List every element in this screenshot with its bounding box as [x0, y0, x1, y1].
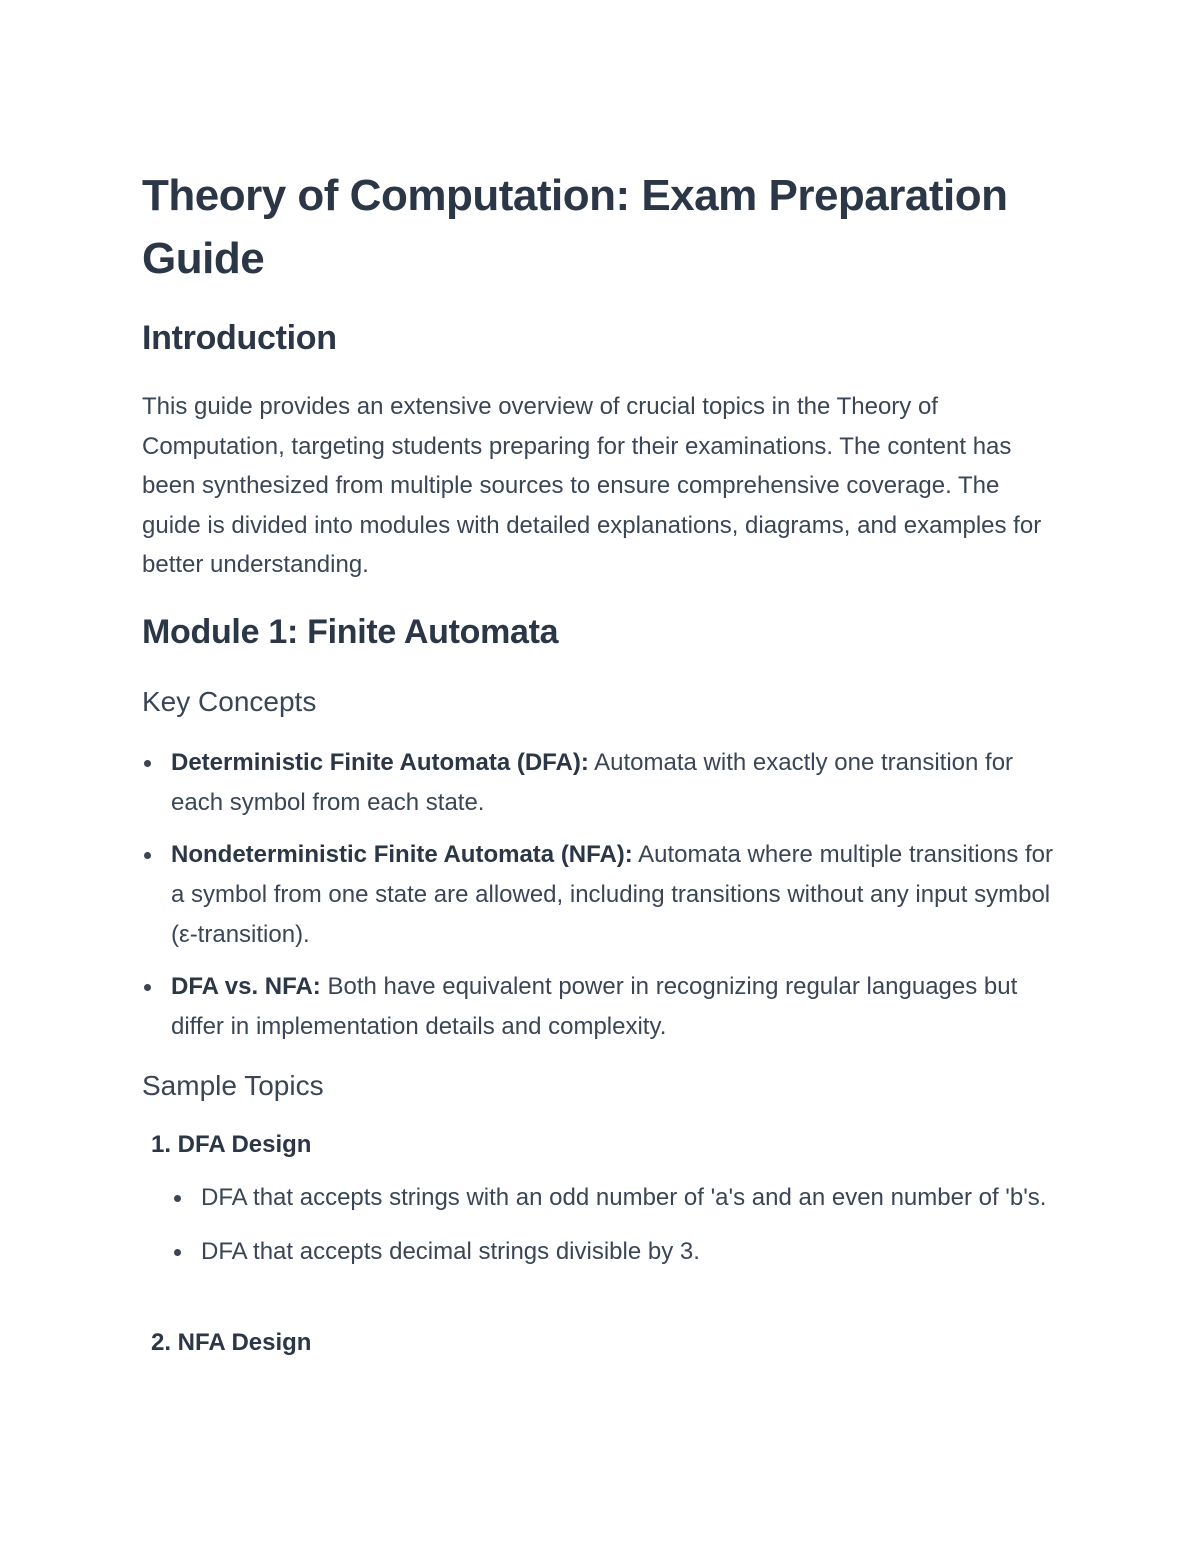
topic-title: DFA Design: [177, 1131, 312, 1158]
concept-term: Nondeterministic Finite Automata (NFA):: [171, 841, 633, 868]
concept-definition: Automata with exactly one transition for each symbol from each state.: [171, 749, 1014, 816]
dfa-design-sublist: [171, 1178, 1051, 1286]
list-item: [142, 743, 1062, 823]
introduction-heading: Introduction: [142, 319, 337, 357]
concept-definition: Both have equivalent power in recognizing regular languages but differ in implementation details and complexity.: [171, 973, 1018, 1040]
module-1-heading: Module 1: Finite Automata: [142, 613, 559, 651]
topic-title: NFA Design: [177, 1329, 312, 1356]
sample-topics-heading: Sample Topics: [142, 1070, 324, 1101]
topic-number: 2.: [150, 1329, 171, 1356]
sample-topic-item: [142, 1125, 1062, 1165]
page-title: Theory of Computation: Exam Preparation Guide: [142, 171, 1008, 283]
list-item: [142, 967, 1062, 1047]
key-concepts-list: [142, 743, 1062, 1059]
list-item: [142, 835, 1062, 955]
list-item: DFA that accepts strings with an odd number of 'a's and an even number of 'b's.: [171, 1178, 1051, 1218]
concept-term: DFA vs. NFA:: [171, 973, 321, 1000]
introduction-paragraph: This guide provides an extensive overview of crucial topics in the Theory of Computation, targeting students preparing for their examinations. The content has been synthesized from multiple sources to ensure comprehensive coverage. The guide is divided into modules with detailed explanations, diagrams, and examples for better understanding.: [142, 393, 1042, 578]
concept-definition: Automata where multiple transitions for a symbol from one state are allowed, including transitions without any input symbol (ε-transition).: [171, 841, 1053, 948]
concept-term: Deterministic Finite Automata (DFA):: [171, 749, 589, 776]
key-concepts-heading: Key Concepts: [142, 686, 317, 717]
topic-number: 1.: [150, 1131, 171, 1158]
sample-topic-item: [142, 1323, 1062, 1363]
list-item: DFA that accepts decimal strings divisible by 3.: [171, 1232, 1051, 1272]
